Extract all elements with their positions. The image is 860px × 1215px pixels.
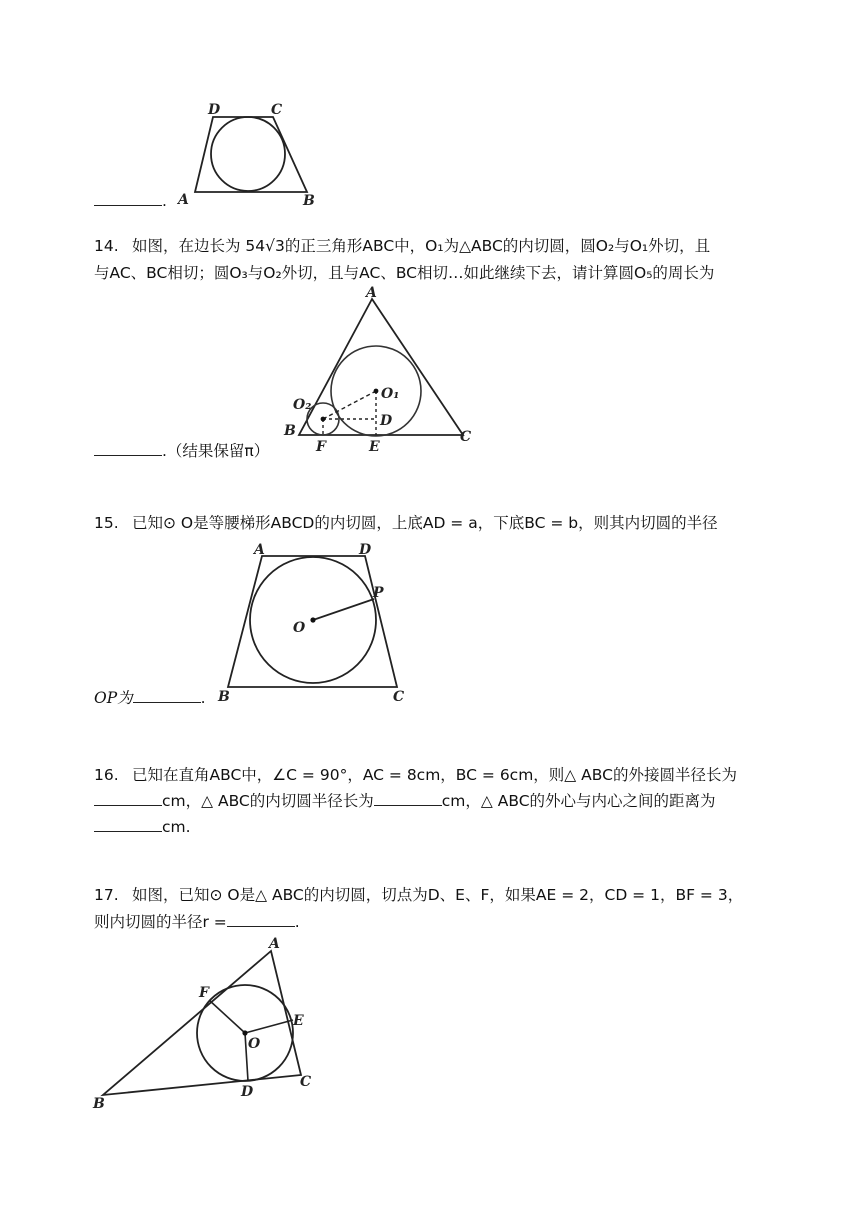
q15-number: 15. <box>94 514 119 532</box>
q14-point-o2 <box>321 417 326 422</box>
q16-text-line1: 已知在直角ABC中，∠C = 90°，AC = 8cm，BC = 6cm，则△ ABC的外接圆半径长为 <box>132 766 737 784</box>
q17-label-O: O <box>248 1036 261 1052</box>
q14-label-O1: O₁ <box>381 386 400 402</box>
q17-number: 17. <box>94 886 119 904</box>
q14-line-1 <box>94 236 710 256</box>
q16-line-3 <box>94 817 191 837</box>
q15-figure <box>215 537 415 707</box>
q13-figure <box>175 95 325 210</box>
q17-text-line2: 则内切圆的半径r = <box>94 913 227 931</box>
q17-label-E: E <box>293 1013 304 1029</box>
q15-radius-op <box>313 599 374 620</box>
q17-text-line1: 如图，已知⊙ O是△ ABC的内切圆，切点为D、E、F，如果AE = 2，CD = 1，BF = 3， <box>132 886 744 904</box>
q14-text-line1: 如图，在边长为 54√3的正三角形ABC中，O₁为△ABC的内切圆，圆O₂与O₁外切，且 <box>132 237 711 255</box>
q14-number: 14. <box>94 237 119 255</box>
q15-label-A: A <box>254 542 265 558</box>
q14-label-O2: O₂ <box>293 397 312 413</box>
q14-figure <box>280 285 480 455</box>
q15-answer-blank[interactable] <box>133 688 201 703</box>
q15-line2-prefix: OP为 <box>94 689 133 707</box>
q14-tail: .（结果保留π） <box>162 442 270 460</box>
q14-label-B: B <box>284 423 296 439</box>
q17-figure <box>88 934 328 1114</box>
q13-answer-blank[interactable] <box>94 191 162 206</box>
q13-blank-suffix: . <box>162 192 167 210</box>
q17-line-2 <box>94 912 300 932</box>
q13-incircle <box>211 117 285 191</box>
q14-answer-blank[interactable] <box>94 441 162 456</box>
q16-line-2 <box>94 791 716 811</box>
q17-label-F: F <box>199 985 209 1001</box>
q15-line-1 <box>94 513 718 533</box>
q16-blank-circumradius[interactable] <box>94 791 162 806</box>
q13-label-C: C <box>271 102 283 118</box>
q17-tail: . <box>294 913 300 931</box>
q17-radius-of <box>209 1000 245 1033</box>
q14-answer-line <box>94 441 269 461</box>
q17-line-1 <box>94 885 743 905</box>
q15-label-D: D <box>359 542 372 558</box>
q16-blank-distance[interactable] <box>94 817 162 832</box>
q14-label-E: E <box>369 439 380 455</box>
q16-number: 16. <box>94 766 119 784</box>
q13-label-B: B <box>303 193 315 209</box>
q16-line-1 <box>94 765 737 785</box>
q17-radius-oe <box>245 1020 293 1033</box>
q13-answer-line <box>94 191 167 211</box>
q17-point-o <box>242 1030 247 1035</box>
q17-label-A: A <box>269 936 280 952</box>
q15-point-o <box>310 617 315 622</box>
q15-label-P: P <box>373 585 384 601</box>
q15-label-O: O <box>293 620 306 636</box>
q16-blank-inradius[interactable] <box>374 791 442 806</box>
q17-label-C: C <box>300 1074 312 1090</box>
q13-label-D: D <box>208 102 221 118</box>
q15-tail: . <box>200 689 206 707</box>
q15-label-B: B <box>218 689 230 705</box>
q15-text-line1: 已知⊙ O是等腰梯形ABCD的内切圆，上底AD = a，下底BC = b，则其内切圆的半径 <box>132 514 718 532</box>
q14-label-C: C <box>460 429 472 445</box>
q15-answer-line <box>94 688 206 708</box>
q17-label-B: B <box>93 1096 105 1112</box>
q14-point-o1 <box>374 389 379 394</box>
q17-label-D: D <box>241 1084 254 1100</box>
q14-line-2 <box>94 263 714 283</box>
q14-label-F: F <box>316 439 326 455</box>
q13-label-A: A <box>178 192 189 208</box>
q16-text-line2-mid: cm，△ ABC的内切圆半径长为 <box>162 792 374 810</box>
q16-text-line3-end: cm. <box>162 818 191 836</box>
q14-text-line2: 与AC、BC相切；圆O₃与O₂外切，且与AC、BC相切…如此继续下去，请计算圆O₅的周长为 <box>94 264 715 282</box>
q16-text-line2-end: cm，△ ABC的外心与内心之间的距离为 <box>441 792 716 810</box>
q17-answer-blank[interactable] <box>227 912 295 927</box>
q14-label-D: D <box>380 413 393 429</box>
q14-label-A: A <box>366 285 377 301</box>
q15-label-C: C <box>393 689 405 705</box>
